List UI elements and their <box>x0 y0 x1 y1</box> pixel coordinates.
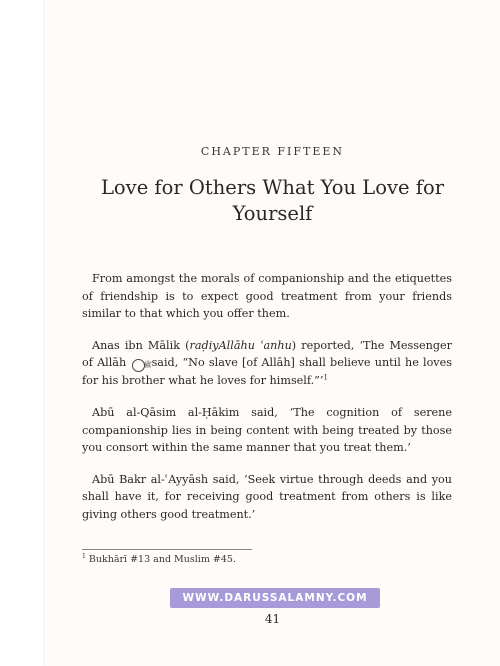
watermark-banner: WWW.DARUSSALAMNY.COM <box>170 588 380 608</box>
body-text <box>82 270 452 538</box>
paragraph-4: Abū Bakr al-ʿAyyāsh said, ‘Seek virtue through deeds and you shall have it, for receiving good treatment from others is like giving others good treatment.’ <box>82 472 452 521</box>
paragraph-2-text-c: said, “No slave [of Allāh] shall believe until he loves for his brother what he loves for himself.”’ <box>82 356 452 388</box>
paragraph-2 <box>82 337 452 390</box>
footnote-marker: 1 <box>82 552 86 560</box>
paragraph-2-text-b: ) reported, ‘The Messenger of Allāh <box>82 338 452 370</box>
paragraph-1: From amongst the morals of companionship and the etiquettes of friendship is to expect good treatment from your friends similar to that which you offer them. <box>82 272 452 321</box>
chapter-label: CHAPTER FIFTEEN <box>200 145 345 158</box>
paragraph-2-text-a: Anas ibn Mālik ( <box>92 338 190 352</box>
paragraph-3: Abū al-Qāsim al-Ḥākim said, ‘The cognition of serene companionship lies in being content with being treated by those you consort within the same manner that you treat them.’ <box>82 405 452 455</box>
paragraph-2-italic: raḍiyAllāhu ʿanhu <box>189 338 292 352</box>
footnote-ref-marker[interactable]: 1 <box>323 373 328 382</box>
chapter-title-line-1: Love for Others What You Love for <box>100 176 445 199</box>
chapter-title-line-2: Yourself <box>232 202 313 225</box>
footnote-divider <box>82 549 252 550</box>
page-number: 41 <box>264 612 281 626</box>
chapter-title <box>75 175 470 227</box>
footnote <box>82 554 236 565</box>
honorific-symbol: ﷺ <box>132 359 145 372</box>
footnote-text: Bukhārī #13 and Muslim #45. <box>88 554 236 565</box>
